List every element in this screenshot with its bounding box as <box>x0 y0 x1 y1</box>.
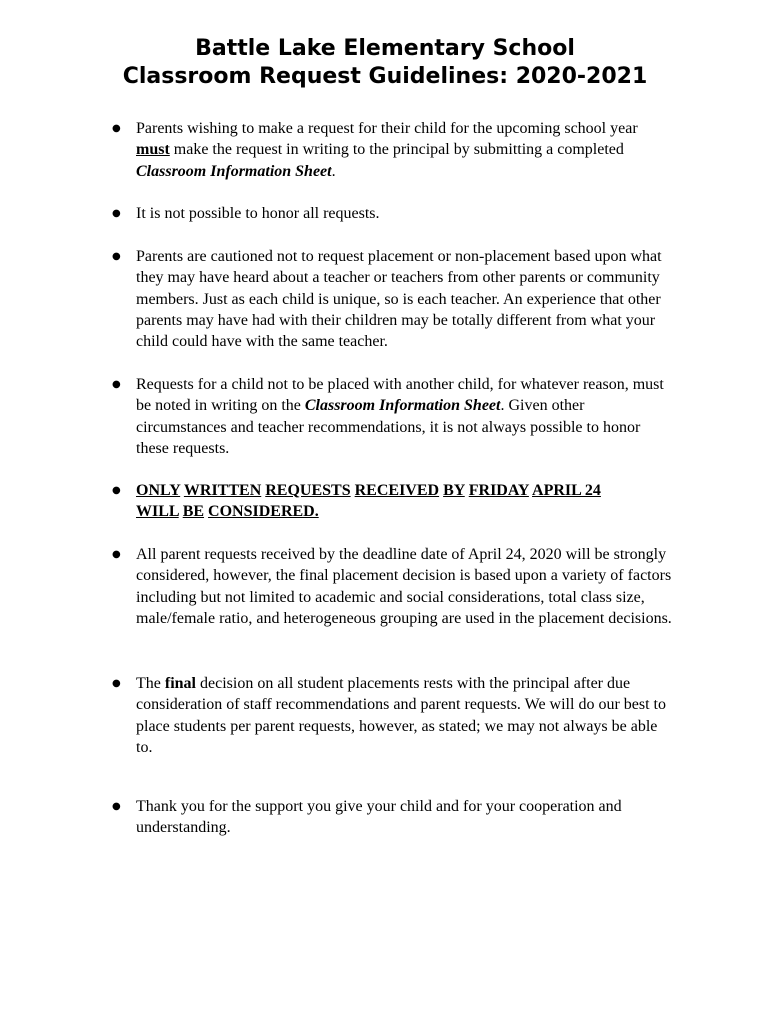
list-item-text: Parents are cautioned not to request placement or non-placement based upon what they may have heard about a teacher or teachers from other parents or community members. Just as each child is unique, so is each teacher. An experience that other parents may have had with their children may be totally different from what your child could have with the same teacher. <box>136 248 662 351</box>
list-item-text: All parent requests received by the deadline date of April 24, 2020 will be strongly considered, however, the final placement decision is based upon a variety of factors including but not limited to academic and social considerations, total class size, male/female ratio, and heterogeneous grouping are used in the placement decisions. <box>136 546 672 627</box>
bullet-dot-icon: ● <box>112 123 121 134</box>
list-item-text: Requests for a child not to be placed with another child, for whatever reason, must be noted in writing on the Classroom Information Sheet. Given other circumstances and teacher recommendations, it is not always possible to honor these requests. <box>136 376 664 457</box>
form-name: Classroom Information Sheet <box>136 162 332 180</box>
list-item-text: ONLY WRITTEN REQUESTS RECEIVED BY FRIDAY APRIL 24 WILL BE CONSIDERED. <box>136 482 601 521</box>
emphasis-must: must <box>136 141 170 159</box>
list-item <box>112 544 672 629</box>
bullet-dot-icon: ● <box>112 801 121 812</box>
list-item-text: Parents wishing to make a request for their child for the upcoming school year must make the request in writing to the principal by submitting a completed Classroom Information Sheet. <box>136 120 638 180</box>
document-title: Battle Lake Elementary School <box>195 36 575 61</box>
list-item <box>112 246 672 352</box>
bullet-dot-icon: ● <box>112 208 121 219</box>
list-item-text: Thank you for the support you give your child and for your cooperation and understanding. <box>136 798 622 837</box>
list-item <box>112 673 672 758</box>
list-item-deadline-notice <box>112 480 672 523</box>
form-name: Classroom Information Sheet <box>304 397 501 415</box>
list-item-text: The final decision on all student placements rests with the principal after due consideration of staff recommendations and parent requests. We will do our best to place students per parent requests, however, as stated; we may not always be able to. <box>136 675 666 756</box>
document-subtitle: Classroom Request Guidelines: 2020-2021 <box>122 64 648 89</box>
bullet-dot-icon: ● <box>112 379 121 390</box>
bullet-dot-icon: ● <box>112 485 121 496</box>
bullet-dot-icon: ● <box>112 251 121 262</box>
emphasis-final: final <box>164 675 196 692</box>
list-item <box>112 118 672 182</box>
bullet-dot-icon: ● <box>112 678 121 689</box>
list-item <box>112 796 672 839</box>
list-item <box>112 203 672 224</box>
list-item-text: It is not possible to honor all requests. <box>136 205 380 222</box>
bullet-dot-icon: ● <box>112 549 121 560</box>
list-item <box>112 374 672 459</box>
